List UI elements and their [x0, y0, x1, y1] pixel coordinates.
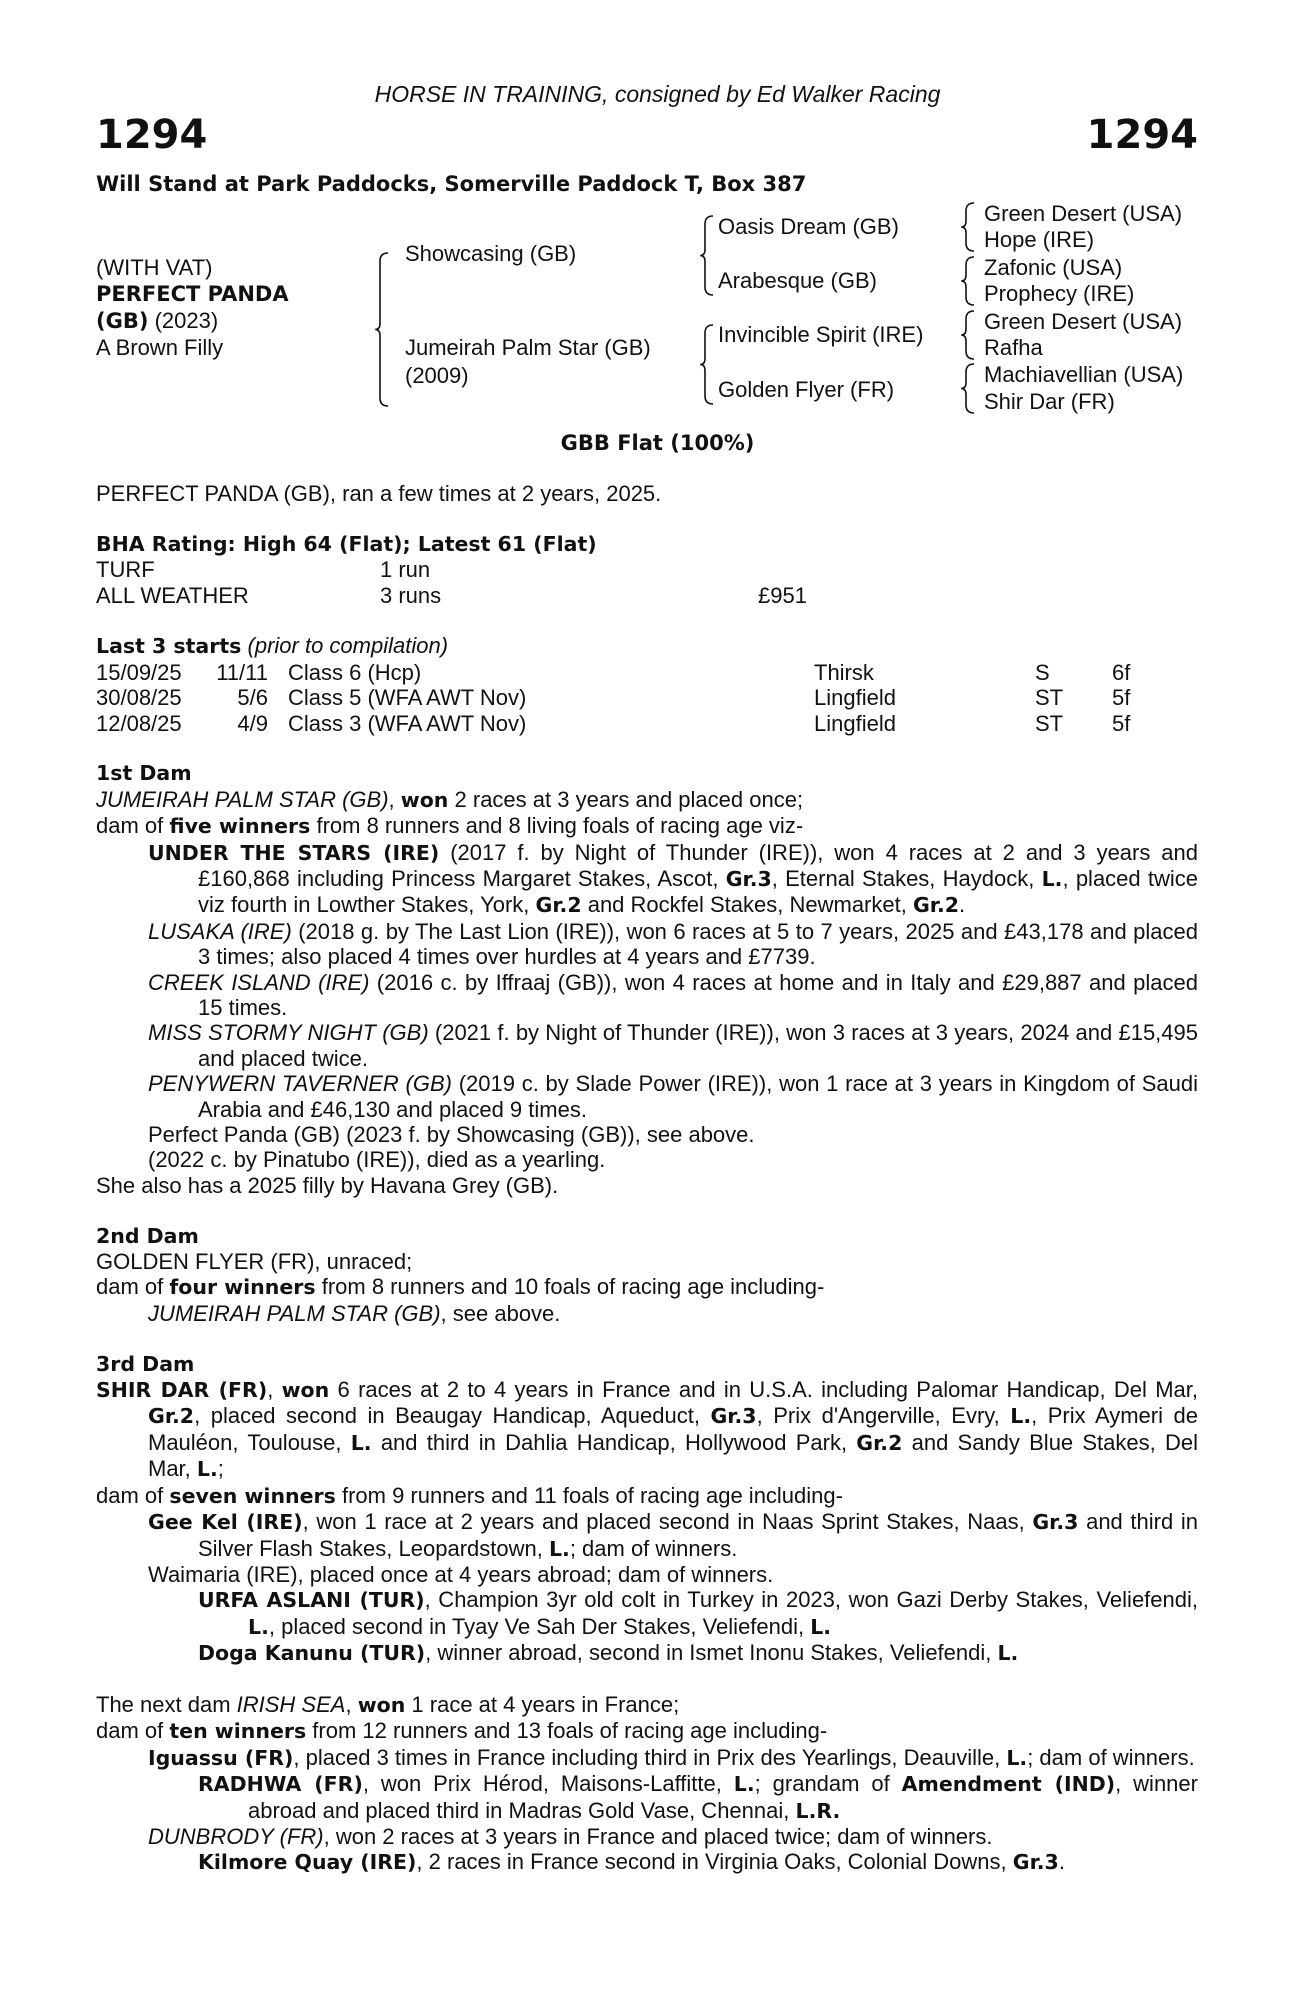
bold-text: ten winners — [169, 1719, 307, 1744]
summary: PERFECT PANDA (GB), ran a few times at 2 years, 2025. — [96, 481, 662, 506]
text: dam of — [96, 1482, 170, 1508]
text: 6 races at 2 to 4 years in France and in U.S.A. including Palomar Handicap, Del Mar, — [329, 1377, 1198, 1403]
text: , — [388, 786, 401, 812]
pedigree-entry — [96, 1509, 1198, 1562]
section-heading — [96, 1224, 1198, 1249]
italic-text: DUNBRODY (FR) — [148, 1823, 324, 1849]
text: dam of — [96, 813, 170, 839]
bold-text: Doga Kanunu (TUR) — [198, 1641, 426, 1666]
gen4-ancestor: Rafha — [984, 335, 1043, 360]
text: , winner abroad, second in Ismet Inonu Stakes, Veliefendi, — [425, 1640, 998, 1666]
bold-text: L. — [548, 1536, 570, 1561]
text: The next dam — [96, 1691, 237, 1717]
text: , won 1 race at 2 years and placed second in Naas Sprint Stakes, Naas, — [302, 1509, 1033, 1535]
pedigree-entry — [96, 840, 1198, 919]
italic-text: IRISH SEA — [236, 1691, 346, 1717]
text: and third in Dahlia Handicap, Hollywood Park, — [371, 1429, 857, 1455]
bold-text: won — [357, 1692, 406, 1717]
text: , placed 3 times in France including third in Prix des Yearlings, Deauville, — [293, 1744, 1007, 1770]
gen4-ancestor: Zafonic (USA) — [984, 255, 1123, 280]
horse-name: PERFECT PANDA — [96, 282, 289, 306]
pedigree-entry — [96, 1562, 1198, 1587]
text: (2022 c. by Pinatubo (IRE)), died as a yearling. — [148, 1147, 606, 1173]
bold-text: Gee Kel (IRE) — [148, 1510, 303, 1535]
bold-text: L.R. — [795, 1798, 841, 1823]
pedigree-entry — [96, 1640, 1198, 1666]
text: Perfect Panda (GB) (2023 f. by Showcasing (GB)), see above. — [148, 1122, 755, 1148]
pedigree-entry — [96, 1147, 1198, 1172]
text: dam of — [96, 1718, 170, 1744]
bold-text: seven winners — [169, 1483, 336, 1508]
bha-rating: BHA Rating: High 64 (Flat); Latest 61 (Flat) — [96, 531, 597, 556]
rating-row-turf — [96, 557, 1198, 582]
bold-text: four winners — [169, 1275, 316, 1300]
start-date: 12/08/25 — [96, 710, 182, 736]
gbb-status: GBB Flat (100%) — [560, 431, 755, 455]
brace-icon — [961, 311, 974, 359]
start-row — [96, 660, 1198, 685]
text: , winner abroad and placed third in Madras Gold Vase, Chennai, — [248, 1771, 1198, 1823]
text: , Prix d'Angerville, Evry, — [756, 1403, 1011, 1429]
bold-text: L. — [997, 1641, 1019, 1666]
start-race: Class 5 (WFA AWT Nov) — [288, 685, 527, 711]
text: and third in Silver Flash Stakes, Leopardstown, — [198, 1509, 1198, 1561]
start-race: Class 6 (Hcp) — [288, 659, 422, 685]
start-row — [96, 685, 1198, 710]
text: ; dam of winners. — [569, 1535, 738, 1561]
consignor-header: HORSE IN TRAINING, consigned by Ed Walker Racing — [374, 81, 941, 107]
bold-text: Gr.2 — [148, 1404, 195, 1429]
section-heading — [96, 1352, 1198, 1377]
text: , — [345, 1691, 358, 1717]
text: ; dam of winners. — [1027, 1744, 1195, 1770]
start-course: Lingfield — [814, 685, 896, 711]
pedigree-entry — [96, 1301, 1198, 1326]
pedigree-entry — [96, 1824, 1198, 1849]
brace-icon — [700, 325, 713, 404]
bold-text: Gr.3 — [710, 1404, 757, 1429]
start-pos: 4/9 — [237, 710, 268, 736]
text: from 8 runners and 8 living foals of racing age viz- — [310, 813, 804, 839]
text: from 12 runners and 13 foals of racing age including- — [306, 1718, 828, 1744]
text: from 9 runners and 11 foals of racing age including- — [335, 1482, 843, 1508]
vat-note: (WITH VAT) — [96, 255, 213, 280]
bold-text: Gr.3 — [1032, 1510, 1079, 1535]
text: , 2 races in France second in Virginia Oaks, Colonial Downs, — [416, 1849, 1013, 1875]
dam-dam: Golden Flyer (FR) — [718, 377, 895, 402]
start-dist: 5f — [1112, 685, 1131, 711]
surface: TURF — [96, 557, 155, 583]
start-pos: 5/6 — [237, 685, 268, 711]
pedigree-entry — [96, 1071, 1198, 1122]
text: , won 2 races at 3 years in France and placed twice; dam of winners. — [323, 1823, 993, 1849]
runs: 3 runs — [380, 582, 442, 608]
rating-row-all-weather — [96, 583, 1198, 608]
text: and Sandy Blue Stakes, Del Mar, — [148, 1429, 1198, 1482]
last-starts-heading — [96, 633, 1198, 659]
bold-text: Gr.3 — [1012, 1850, 1059, 1875]
italic-text: PENYWERN TAVERNER (GB) — [148, 1071, 452, 1097]
bold-text: L. — [1041, 866, 1063, 891]
gen4-ancestor: Prophecy (IRE) — [984, 281, 1135, 306]
bold-text: 2nd Dam — [96, 1223, 199, 1248]
text: , won Prix Hérod, Maisons-Laffitte, — [362, 1771, 734, 1797]
sire-dam: Arabesque (GB) — [718, 268, 877, 293]
bold-text: Gr.2 — [856, 1430, 903, 1455]
pedigree-entry — [96, 1249, 1198, 1274]
start-dist: 6f — [1112, 659, 1131, 685]
text: , Prix Aymeri de Mauléon, Toulouse, — [148, 1403, 1198, 1455]
gen4-ancestor: Hope (IRE) — [984, 227, 1095, 252]
bold-text: 1st Dam — [96, 761, 192, 786]
bold-text: L. — [810, 1614, 832, 1639]
brace-icon — [961, 257, 974, 305]
text: GOLDEN FLYER (FR), unraced; — [96, 1249, 413, 1275]
sire-sire: Oasis Dream (GB) — [718, 214, 899, 239]
surface: ALL WEATHER — [96, 582, 249, 608]
bold-text: Gr.2 — [535, 893, 582, 918]
start-date: 30/08/25 — [96, 685, 182, 711]
pedigree-entry — [96, 813, 1198, 839]
pedigree-entry — [96, 1849, 1198, 1875]
bold-text: RADHWA (FR) — [198, 1772, 363, 1797]
dam-year: (2009) — [405, 363, 469, 388]
text: Waimaria (IRE), placed once at 4 years abroad; dam of winners. — [148, 1561, 774, 1587]
text: She also has a 2025 filly by Havana Grey (GB). — [96, 1172, 559, 1198]
text: , — [267, 1377, 282, 1403]
text: 2 races at 3 years and placed once; — [448, 786, 804, 812]
horse-country: (GB) — [96, 309, 149, 333]
text: ; — [217, 1456, 224, 1482]
pedigree-entry — [96, 1718, 1198, 1744]
start-race: Class 3 (WFA AWT Nov) — [288, 710, 527, 736]
start-row — [96, 711, 1198, 736]
bold-text: URFA ASLANI (TUR) — [198, 1588, 425, 1613]
text: , Eternal Stakes, Haydock, — [771, 865, 1042, 891]
pedigree-braces — [0, 0, 1315, 440]
gen4-ancestor: Green Desert (USA) — [984, 309, 1183, 334]
start-date: 15/09/25 — [96, 659, 182, 685]
pedigree-entry — [96, 787, 1198, 813]
start-course: Lingfield — [814, 710, 896, 736]
bold-text: SHIR DAR (FR) — [96, 1378, 268, 1403]
pedigree-entry — [96, 970, 1198, 1021]
text: , placed second in Tyay Ve Sah Der Stakes, Veliefendi, — [268, 1613, 811, 1639]
text: and Rockfel Stakes, Newmarket, — [581, 892, 913, 918]
sire: Showcasing (GB) — [405, 241, 577, 266]
text: ; grandam of — [754, 1771, 902, 1797]
text: (2016 c. by Iffraaj (GB)), won 4 races at home and in Italy and £29,887 and placed 15 times. — [198, 969, 1198, 1020]
dam: Jumeirah Palm Star (GB) — [405, 335, 651, 360]
brace-icon — [961, 203, 974, 251]
italic-text: LUSAKA (IRE) — [148, 918, 292, 944]
bold-text: L. — [1010, 1404, 1032, 1429]
pedigree-entry — [96, 1771, 1198, 1824]
bold-text: L. — [733, 1772, 755, 1797]
lot-number-right: 1294 — [1086, 112, 1198, 158]
prize: £951 — [758, 582, 807, 608]
italic-text: CREEK ISLAND (IRE) — [148, 969, 370, 995]
runs: 1 run — [380, 557, 431, 583]
start-course: Thirsk — [814, 659, 874, 685]
bold-text: Gr.2 — [912, 893, 960, 918]
start-dist: 5f — [1112, 710, 1131, 736]
bold-text: L. — [350, 1430, 372, 1455]
gen4-ancestor: Green Desert (USA) — [984, 201, 1183, 226]
text: , placed twice viz fourth in Lowther Stakes, York, — [198, 865, 1199, 918]
italic-text: JUMEIRAH PALM STAR (GB) — [148, 1300, 441, 1326]
brace-icon — [961, 364, 974, 413]
text: 1 race at 4 years in France; — [405, 1691, 680, 1717]
bold-text: L. — [196, 1457, 218, 1482]
text: , placed second in Beaugay Handicap, Aqueduct, — [194, 1403, 711, 1429]
pedigree-entry — [96, 919, 1198, 970]
bold-text: five winners — [169, 814, 311, 839]
pedigree-entry — [96, 1587, 1198, 1640]
text: , Champion 3yr old colt in Turkey in 2023, won Gazi Derby Stakes, Veliefendi, — [424, 1587, 1199, 1613]
pedigree-entry — [96, 1483, 1198, 1509]
dam-sire: Invincible Spirit (IRE) — [718, 322, 924, 347]
start-pos: 11/11 — [216, 659, 268, 685]
horse-description: A Brown Filly — [96, 335, 224, 360]
horse-year: (2023) — [154, 308, 219, 333]
bold-text: Amendment (IND) — [901, 1772, 1116, 1797]
start-going: ST — [1035, 710, 1064, 736]
pedigree-entry — [96, 1377, 1198, 1483]
text: . — [959, 892, 966, 918]
bold-text: 3rd Dam — [96, 1351, 195, 1376]
gen4-ancestor: Shir Dar (FR) — [984, 389, 1115, 414]
start-going: S — [1035, 659, 1050, 685]
bold-text: L. — [1006, 1745, 1028, 1770]
text: . — [1058, 1849, 1065, 1875]
text: (2018 g. by The Last Lion (IRE)), won 6 races at 5 to 7 years, 2025 and £43,178 and placed 3 times; also placed 4 times over hurdles at 4 years and £7739. — [198, 918, 1198, 970]
text: (2017 f. by Night of Thunder (IRE)), won 4 races at 2 and 3 years and £160,868 including Princess Margaret Stakes, Ascot, — [198, 839, 1198, 891]
catalogue-body — [96, 481, 1198, 1876]
last-starts-note: (prior to compilation) — [247, 633, 449, 659]
text: (2021 f. by Night of Thunder (IRE)), won 3 races at 3 years, 2024 and £15,495 and placed twice. — [198, 1020, 1198, 1071]
lot-number-left: 1294 — [96, 112, 208, 158]
pedigree-entry — [96, 1274, 1198, 1300]
text: (2019 c. by Slade Power (IRE)), won 1 race at 3 years in Kingdom of Saudi Arabia and £46,130 and placed 9 times. — [198, 1071, 1198, 1122]
text: from 8 runners and 10 foals of racing age including- — [315, 1274, 825, 1300]
bold-text: won — [281, 1378, 330, 1403]
bold-text: Iguassu (FR) — [148, 1745, 294, 1770]
pedigree-entry — [96, 1020, 1198, 1071]
bold-text: won — [400, 787, 449, 812]
start-going: ST — [1035, 685, 1064, 711]
brace-icon — [700, 216, 713, 295]
gen4-ancestor: Machiavellian (USA) — [984, 362, 1184, 387]
pedigree-entry — [96, 1692, 1198, 1718]
text: , see above. — [440, 1300, 561, 1326]
bold-text: Kilmore Quay (IRE) — [198, 1850, 417, 1875]
last-starts-title: Last 3 starts — [96, 634, 242, 659]
section-heading — [96, 761, 1198, 786]
bold-text: L. — [248, 1614, 269, 1639]
text: dam of — [96, 1274, 170, 1300]
bold-text: Gr.3 — [725, 866, 772, 891]
pedigree-entry — [96, 1173, 1198, 1198]
italic-text: JUMEIRAH PALM STAR (GB) — [96, 786, 389, 812]
brace-icon — [375, 253, 388, 406]
pedigree-entry — [96, 1745, 1198, 1771]
italic-text: MISS STORMY NIGHT (GB) — [148, 1020, 429, 1046]
stand-location: Will Stand at Park Paddocks, Somerville Paddock T, Box 387 — [96, 172, 807, 196]
pedigree-entry — [96, 1122, 1198, 1147]
bold-text: UNDER THE STARS (IRE) — [148, 840, 440, 865]
